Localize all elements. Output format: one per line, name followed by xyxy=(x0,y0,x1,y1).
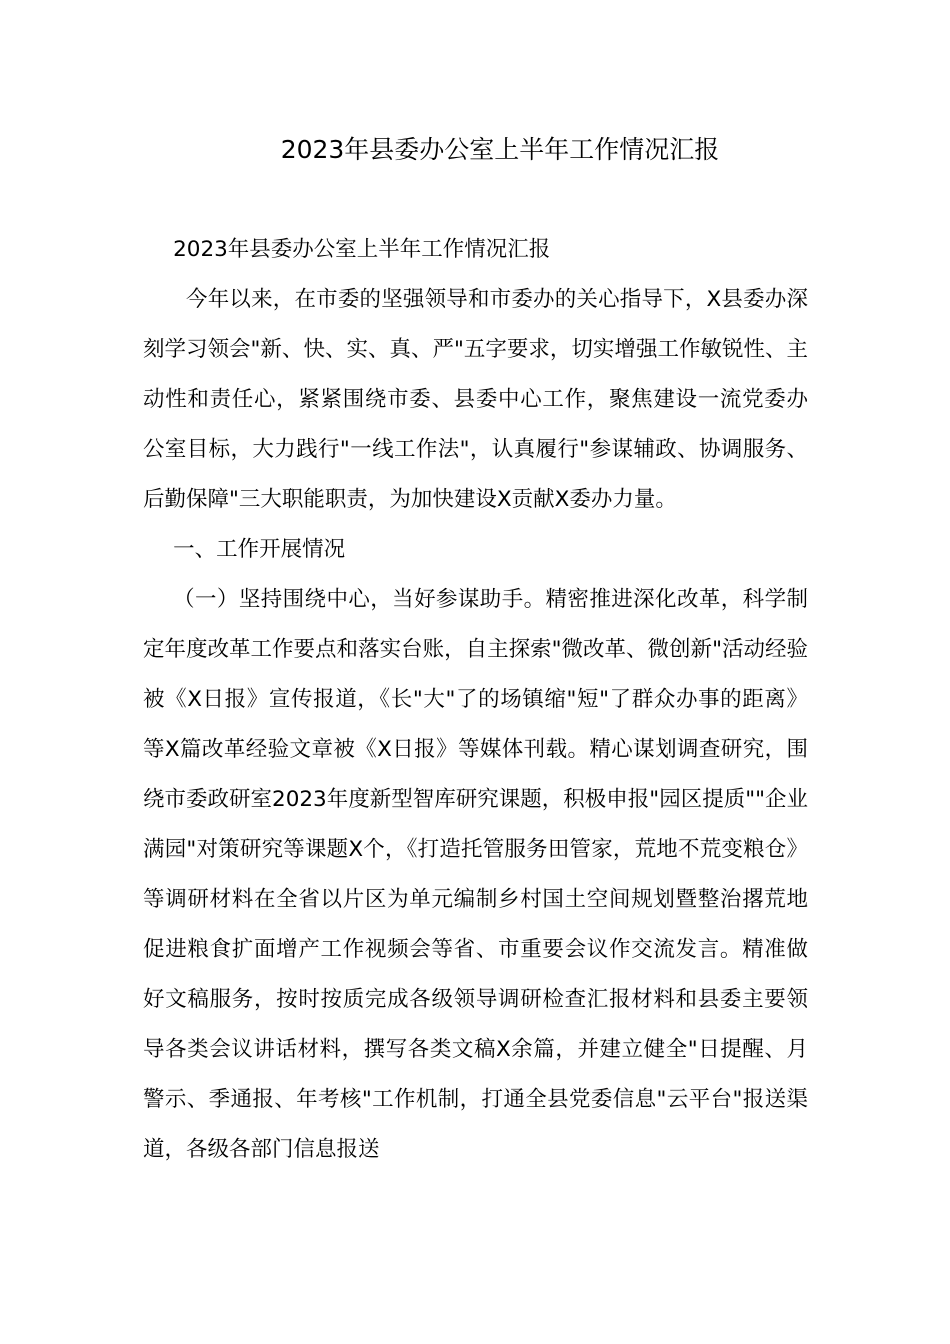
section-heading: 一、工作开展情况 xyxy=(173,537,346,562)
document-title: 2023年县委办公室上半年工作情况汇报 xyxy=(280,135,720,164)
section-paragraph: （一）坚持围绕中心，当好参谋助手。精密推进深化改革，科学制定年度改革工作要点和落实台账，自主探索"微改革、微创新"活动经验被《X日报》宣传报道，《长"大"了的场镇缩"短"了群众办事的距离》等X篇改革经验文章被《X日报》等媒体刊载。精心谋划调查研究，围绕市委政研室2023年度新型智库研究课题，积极申报"园区提质""企业满园"对策研究等课题X个，《打造托管服务田管家，荒地不荒变粮仓》等调研材料在全省以片区为单元编制乡村国土空间规划暨整治撂荒地促进粮食扩面增产工作视频会等省、市重要会议作交流发言。精准做好文稿服务，按时按质完成各级领导调研检查汇报材料和县委主要领导各类会议讲话材料，撰写各类文稿X余篇，并建立健全"日提醒、月警示、季通报、年考核"工作机制，打通全县党委信息"云平台"报送渠道，各级各部门信息报送 xyxy=(143,587,808,1162)
intro-paragraph: 今年以来，在市委的坚强领导和市委办的关心指导下，X县委办深刻学习领会"新、快、实、真、严"五字要求，切实增强工作敏锐性、主动性和责任心，紧紧围绕市委、县委中心工作，聚焦建设一流党委办公室目标，大力践行"一线工作法"，认真履行"参谋辅政、协调服务、后勤保障"三大职能职责，为加快建设X贡献X委办力量。 xyxy=(143,287,808,512)
document-subtitle: 2023年县委办公室上半年工作情况汇报 xyxy=(173,237,551,262)
document-body xyxy=(143,225,808,1175)
